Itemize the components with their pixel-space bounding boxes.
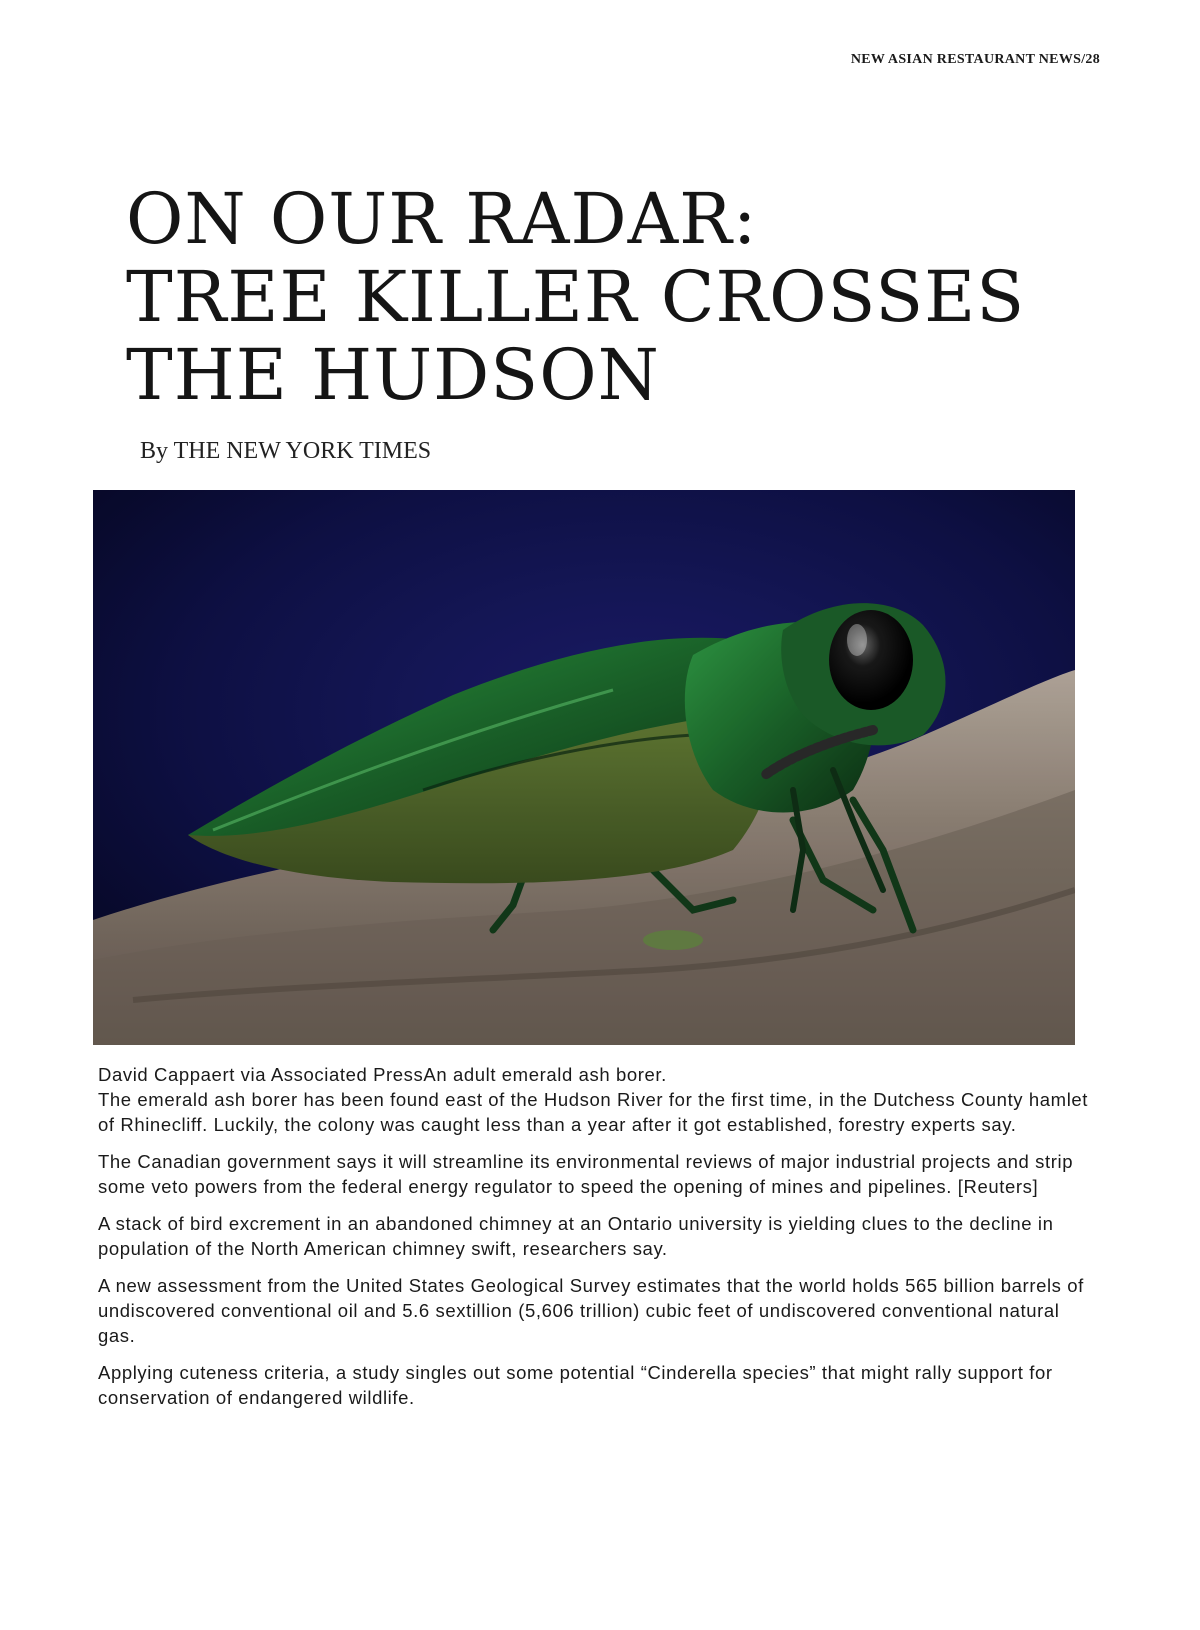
headline (126, 180, 1126, 414)
headline-line-2: TREE KILLER CROSSES (126, 256, 1026, 338)
photo-caption: David Cappaert via Associated PressAn adult emerald ash borer. (98, 1064, 667, 1085)
article-paragraph: Applying cuteness criteria, a study singles out some potential “Cinderella species” that might rally support for conservation of endangered wildlife. (98, 1362, 1053, 1408)
byline: By THE NEW YORK TIMES (140, 438, 432, 464)
headline-line-3: THE HUDSON (126, 334, 660, 416)
running-header: NEW ASIAN RESTAURANT NEWS/28 (850, 52, 1100, 67)
article-paragraph: The Canadian government says it will streamline its environmental reviews of major industrial projects and strip some veto powers from the federal energy regulator to speed the opening of mines and pipelines. [Reuters] (98, 1151, 1074, 1197)
article-paragraph: A new assessment from the United States Geological Survey estimates that the world holds 565 billion barrels of undiscovered conventional oil and 5.6 sextillion (5,606 trillion) cubic feet of undiscovered conventional natural gas. (98, 1275, 1084, 1346)
article-paragraph: A stack of bird excrement in an abandoned chimney at an Ontario university is yielding clues to the decline in population of the North American chimney swift, researchers say. (98, 1213, 1054, 1259)
emerald-ash-borer-photo (93, 490, 1075, 1045)
article-paragraph: The emerald ash borer has been found east of the Hudson River for the first time, in the Dutchess County hamlet of Rhinecliff. Luckily, the colony was caught less than a year after it got established, forestry experts say. (98, 1089, 1089, 1135)
article-body (98, 1062, 1093, 1422)
headline-line-1: ON OUR RADAR: (126, 178, 758, 260)
